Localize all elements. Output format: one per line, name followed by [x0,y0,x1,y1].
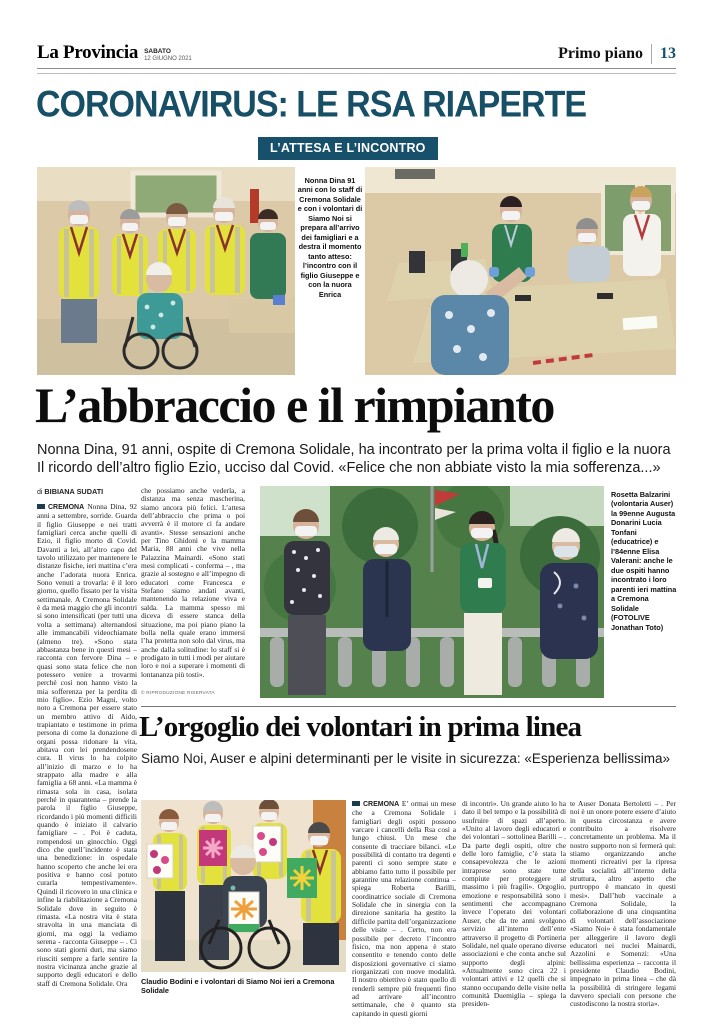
article1-dateline: CREMONA [48,504,85,511]
section-title: Primo piano [558,45,643,62]
article2-subhead: Siamo Noi, Auser e alpini determinanti per le visite in sicurezza: «Esperienza bellissima» [141,751,670,766]
byline-prefix: di [37,489,43,496]
masthead-rule [37,68,676,74]
photo-caption-bottom: Claudio Bodini e i volontari di Siamo Noi ieri a Cremona Solidale [141,977,335,995]
photo-outdoor-group [260,486,604,698]
masthead-day: SABATO [144,47,171,55]
article1-byline [37,487,103,496]
article2-col2-text: di incontri». Un grande aiuto lo ha dato il bel tempo e la possibilità di usufruire di spazi all’aperto. «Unito al lavoro degli educatori e dei volontari – sottolinea Barilli – . Da parte degli ospiti, oltre che delle loro famiglie, c’è stata la consapevolezza che le azioni intraprese sono state tutte compiute per proteggere al massimo i più fragili». Orgoglio, emozione e responsabilità sono i sentimenti che accompagnano invece l’operato dei volontari Auser, che da tre anni svolgono servizio all’interno dell’ente attraverso il progetto di Portineria Solidale, nel quale operano diverse associazioni e che conta anche sul supporto degli alpini: «Attualmente sono circa 22 i volontari attivi e 12 quelli che si stanno occupando delle visite nella comunità Duemiglia – spiega la presiden- [462,800,566,1009]
photo-caption-top: Nonna Dina 91 anni con lo staff di Cremona Solidale e con i volontari di Siamo Noi si prepara all’arrivo dei famigliari e a destra il momento tanto atteso: l’incontro con il figlio Giuseppe e con la nuora Enrica [297,176,363,299]
article1-headline: L’abbraccio e il rimpianto [35,377,554,433]
photo-volunteers-drawings [141,800,346,972]
article2-column-1 [352,800,456,1018]
newspaper-logo: La Provincia [37,42,139,63]
page-number: 13 [660,45,676,62]
masthead [37,38,676,64]
dateline-square-icon [37,504,45,510]
article1-column-1 [37,503,137,1017]
article1-subhead-line1: Nonna Dina, 91 anni, ospite di Cremona Solidale, ha incontrato per la prima volta il figlio e la nuora [37,442,671,458]
article1-subhead [37,442,676,477]
photo-meeting-room [365,167,676,375]
article2-headline: L’orgoglio dei volontari in prima linea [139,711,582,743]
section-tag: L’ATTESA E L’INCONTRO [258,137,438,160]
photo-volunteers-with-dina [37,167,295,375]
masthead-divider [651,44,652,64]
masthead-date: 12 GIUGNO 2021 [144,55,192,62]
dateline-square-icon [352,801,360,807]
article1-col1-text: Nonna Dina, 92 anni a settembre, sorride. Guarda il figlio Giuseppe e nei tratti famigliari cerca anche quelli di Ezio, il figlio morto di Covid. Davanti a lei, all’altro capo del tavolo utilizzato per mantenere le distanze fisiche, ieri mattina c’era anche l’adorata nuora Enrica. Sono venuti a trovarla: è il loro giorno, quello fissato per la visita settimanale. A Cremona Solidale è da metà maggio che gli incontri si sono intensificati (per tutti una volta a settimana) alternandosi alle immancabili videochiamate (almeno tre). «Sono stata abbastanza bene in questi mesi – racconta con fervore Dina – e quasi sono stata felice che non potessero venire a trovarmi perché così non hanno visto la mia sofferenza per la perdita di mio figlio». Ezio Magni, volto noto a Cremona per essere stato un membro attivo di Aido, trapiantato e testimone in prima persona di come la donazione di organi possa ridonare la vita, abitava con lei prendendosene cura. Il virus lo ha colpito all’inizio di marzo e lo ha strappato alla madre e alla famiglia a 68 anni. «La mamma è rimasta sola in casa, isolata perché in quarantena – prende la parola il figlio Giuseppe, ricordando i più momenti difficili quando è iniziato il calvario famigliare – . Poi è caduta, rompendosi un ginocchio. Oggi dico che quell’incidente è stata una benedizione: in ospedale hanno scoperto che anche lei era positiva e hanno così potuto curarla tempestivamente». Quindi il ricovero in una clinica e infine la riabilitazione a Cremona Solidale dove in seguito è rimasta. «La nostra vita è stata stravolta in una manciata di giorni, ma oggi la vediamo serena - racconta Giuseppe – . Ci sono stati giorni duri, ma siamo riusciti sempre a farle sentire la nostra vicinanza anche grazie al supporto degli educatori e dello staff di Cremona Solidale. Ora [37,503,137,988]
article1-col2-text: che possiamo anche vederla, a distanza ma senza mascherina, siamo ancora più felici. L’attesa dell’abbraccio che prima o poi avverrà è il motore ci fa andare avanti». Stesse sensazioni anche per Tino Ghidoni e la mamma Maria, 88 anni che vive nella Palazzina Mainardi. «Sono stati mesi complicati - conferma – , ma grazie al sostegno e all’impegno di educatori come Francesca e Stefano siamo andati avanti, mantenendo la relazione viva e salda. La mamma spesso mi diceva di essere stanca della situazione, ma poi piano piano la bolla nella quale erano immersi l’ha protetta non solo dal virus, ma anche dalla solitudine: lo staff si è prodigato in tutti i modi per aiutare loro e noi a superare i momenti di lontananza più tosti». [141,487,245,679]
kicker-headline: CORONAVIRUS: LE RSA RIAPERTE [36,84,587,126]
article1-subhead-line2: Il ricordo dell’altro figlio Ezio, ucciso dal Covid. «Felice che non abbiate visto la mia sofferenza...» [37,459,661,476]
article2-col3-text: te Auser Donata Bertoletti – . Per noi è un onore potere essere d’aiuto in questa circostanza e avere contribuito a risolvere concretamente un problema. Ma il nostro supporto non si fermerà qui: stiamo organizzando anche momenti ricreativi per la ripresa della socialità all’interno della struttura, altro aspetto che purtroppo è mancato in questi mesi». Dall’hub vaccinale a Cremona Solidale, la collaborazione di una cinquantina di volontari dell’associazione «Siamo Noi» è stata fondamentale per alleggerire il lavoro degli educatori nei nuclei Mainardi, Azzolini e Somenzi: «Una bellissima esperienza – racconta il presidente Claudio Bodini, impegnato in prima linea – che dà la possibilità di stringere legami davvero speciali con persone che custodiscono la nostra storia». [570,800,676,1009]
article2-column-3 [570,800,676,1018]
article2-column-2 [462,800,566,1018]
article-divider [141,706,676,707]
article1-column-2 [141,487,245,687]
byline-author: BIBIANA SUDATI [44,487,104,496]
article2-col1-text: E’ ormai un mese che a Cremona Solidale i famigliari degli ospiti possono varcare i cancelli della Rsa così a lungo chiusi. Un mese che consente di tracciare bilanci. «Le possibilità di contatto tra degenti e parenti ci sono sempre state e abbiamo fatto tutto il possibile per garantire una relazione continua – spiega Roberta Barilli, coordinatrice sociale di Cremona Solidale che in sinergia con la direzione sanitaria ha gestito la difficile partita dell’organizzazione delle visite – . Certo, non era possibile per decreto l’incontro fisico, ma non appena è stato consentito e tenendo conto delle disposizioni governative ci siamo riorganizzati con nuove modalità. Il nostro obiettivo è stato quello di renderli sempre più frequenti fino ad arrivare all’incontro settimanale, che è quanto sta capitando in questi giorni [352,800,456,1018]
article1-copyright: © RIPRODUZIONE RISERVATA [141,691,215,696]
photo-caption-middle: Rosetta Balzarini (volontaria Auser) la 99enne Augusta Donarini Lucia Tonfani (educatrice) e l’84enne Elisa Valerani: anche le due ospiti hanno incontrato i loro parenti ieri mattina a Cremona Solidale (FOTOLIVE Jonathan Toto) [611,490,677,632]
article2-dateline: CREMONA [363,801,400,808]
